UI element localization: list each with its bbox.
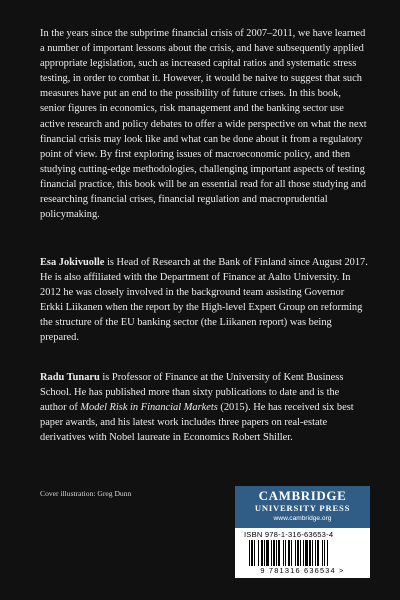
cover-credit: Cover illustration: Greg Dunn [40,489,132,498]
back-cover-blurb: In the years since the subprime financial crisis of 2007–2011, we have learned a number of important lessons about the crisis, and have subsequently applied appropriate legislation, such as increased capital ratios and systematic stress testing, in order to combat it. However, it would be naive to suggest that such measures have put an end to the possibility of future crises. In this book, senior figures in economics, risk management and the banking sector use active research and policy debates to offer a wide perspective on what the next financial crisis may look like and what can be done about it from a regulatory point of view. By first exploring issues of macroeconomic policy, and then studying cutting-edge methodologies, challenging important aspects of testing financial practice, this book will be an essential read for all those studying and researching financial crises, financial regulation and macroprudential policymaking. [40,28,367,221]
author-bio-text: is Head of Research at the Bank of Finland since August 2017. He is also affiliated with the Department of Finance at Aalto University. In 2012 he was closely involved in the background team assisting Governor Erkki Liikanen when the report by the High-level Expert Group on reforming the structure of the EU banking sector (the Liikanen report) was being prepared. [40,257,368,344]
barcode-number: 9 781316 636534 [260,566,336,575]
author-bio-text: (2015). He has received six best paper awards, and his latest work includes three papers on real-estate derivatives with Nobel laureate in Economics Robert Shiller. [40,402,354,444]
publisher-press: UNIVERSITY PRESS [254,503,351,513]
barcode-panel [235,528,370,578]
isbn-label: ISBN 978-1-316-63653-4 [244,530,334,539]
barcode-digits [237,566,368,575]
publisher-url: www.cambridge.org [273,515,332,522]
author-name: Esa Jokivuolle [40,257,105,268]
book-title: Model Risk in Financial Markets [80,402,218,414]
barcode-arrow: > [339,566,345,575]
author-name: Radu Tunaru [40,372,100,383]
author-bio-text: is Professor of Finance at the University of Kent Business School. He has published more than sixty publications to date and is the author of [40,372,344,414]
author-bio-tunaru [40,370,368,445]
author-bio-jokivuolle [40,255,368,346]
publisher-name: CAMBRIDGE [258,488,347,503]
barcode-icon [249,540,361,566]
publisher-logo [235,486,370,528]
